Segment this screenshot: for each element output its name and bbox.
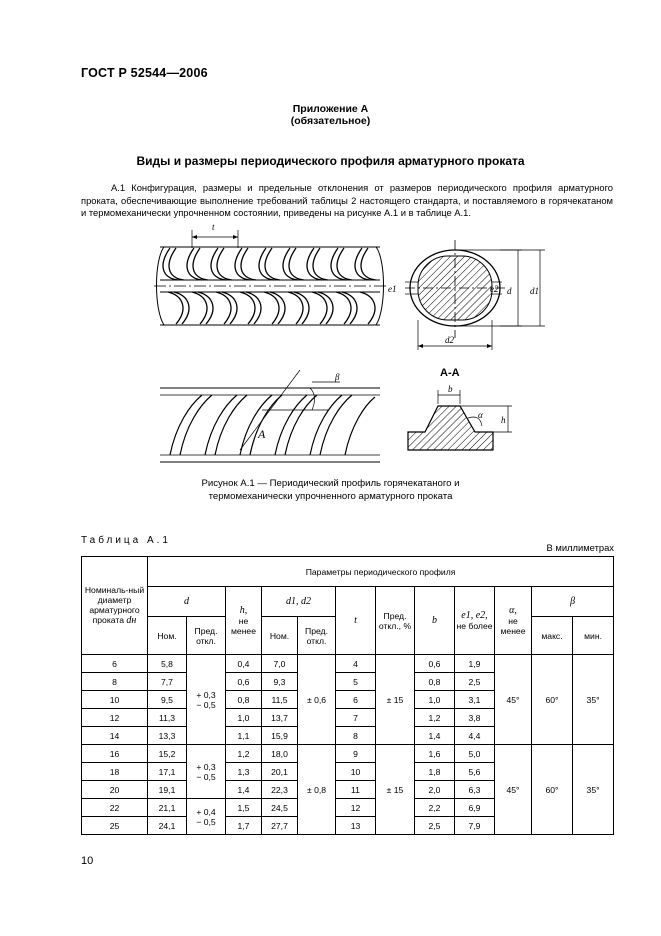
g2-t-tol: ± 15 bbox=[376, 745, 415, 835]
header-b: b bbox=[415, 587, 455, 655]
table-row: 18 17,1 1,3 20,1 10 1,8 5,6 bbox=[82, 763, 614, 781]
page-number: 10 bbox=[81, 855, 94, 867]
table-row: 8 7,7 0,6 9,3 5 0,8 2,5 bbox=[82, 673, 614, 691]
label-d: d bbox=[507, 286, 512, 296]
g2-beta-min: 35° bbox=[573, 745, 614, 835]
table-row: 12 11,3 1,0 13,7 7 1,2 3,8 bbox=[82, 709, 614, 727]
table-row: 6 5,8 + 0,3 − 0,5 0,4 7,0 ± 0,6 4 ± 15 0,6 1,9 45° 60° 35° bbox=[82, 655, 614, 673]
g1-d-tol: + 0,3 − 0,5 bbox=[187, 655, 226, 745]
label-alpha: α bbox=[478, 410, 483, 420]
header-d-nom: Ном. bbox=[148, 617, 187, 655]
g1-beta-max: 60° bbox=[532, 655, 573, 745]
rib-section-aa bbox=[408, 367, 512, 450]
header-t: t bbox=[336, 587, 376, 655]
header-d1-nom: Ном. bbox=[262, 617, 298, 655]
header-h: h, не менее bbox=[226, 587, 262, 655]
label-b: b bbox=[448, 384, 453, 394]
table-row: 14 13,3 1,1 15,9 8 1,4 4,4 bbox=[82, 727, 614, 745]
header-beta-max: макс. bbox=[532, 617, 573, 655]
g2-d1-tol: ± 0,8 bbox=[298, 745, 336, 835]
header-pred-pct: Пред. откл., % bbox=[376, 587, 415, 655]
appendix-title: Приложение А bbox=[292, 103, 369, 115]
body-paragraph-text: А.1 Конфигурация, размеры и предельные отклонения от размеров периодического профиля арматурного проката, обеспечивающие выполнение требований таблицы 2 настоящего стандарта, и поставляемого в горячекатаном и термомеханически упрочненном состоянии, приведены на рисунке А.1 и в таблице А.1. bbox=[81, 182, 613, 218]
header-d1d2: d1, d2 bbox=[262, 587, 336, 617]
rebar-cross-section bbox=[388, 240, 545, 350]
header-params: Параметры периодического профиля bbox=[148, 557, 614, 587]
table-row: 25 24,1 1,7 27,7 13 2,5 7,9 bbox=[82, 817, 614, 835]
appendix-status: (обязательное) bbox=[290, 115, 371, 127]
label-a: A bbox=[258, 427, 266, 441]
header-alpha: α, не менее bbox=[495, 587, 532, 655]
header-d1-pred: Пред. откл. bbox=[298, 617, 336, 655]
rebar-side-view-top bbox=[154, 222, 386, 325]
table-label: Таблица А.1 bbox=[81, 535, 171, 546]
header-e: e1, e2, не более bbox=[455, 587, 495, 655]
document-header: ГОСТ Р 52544—2006 bbox=[81, 66, 208, 80]
profile-dimensions-table bbox=[81, 556, 614, 835]
table-units: В миллиметрах bbox=[546, 542, 614, 553]
rebar-profile-figure bbox=[150, 210, 550, 475]
header-beta: β bbox=[532, 587, 614, 617]
table-row: 20 19,1 1,4 22,3 11 2,0 6,3 bbox=[82, 781, 614, 799]
g1-beta-min: 35° bbox=[573, 655, 614, 745]
figure-caption-line2: термомеханически упрочненного арматурного проката bbox=[208, 491, 453, 502]
g2-beta-max: 60° bbox=[532, 745, 573, 835]
g1-d1-tol: ± 0,6 bbox=[298, 655, 336, 745]
rebar-side-view-bottom bbox=[160, 370, 380, 462]
g1-alpha: 45° bbox=[495, 655, 532, 745]
label-d1: d1 bbox=[530, 286, 539, 296]
header-beta-min: мин. bbox=[573, 617, 614, 655]
label-e1: e1 bbox=[388, 284, 397, 294]
label-d2: d2 bbox=[445, 335, 454, 345]
section-title: Виды и размеры периодического профиля арматурного проката bbox=[136, 154, 525, 168]
g1-t-tol: ± 15 bbox=[376, 655, 415, 745]
label-e2: e2 bbox=[490, 284, 499, 294]
g2-d-tol-b: + 0,4 − 0,5 bbox=[187, 799, 226, 835]
label-section: А-А bbox=[440, 367, 460, 379]
header-nominal: Номиналь-ный диаметр арматурного проката dн bbox=[82, 557, 148, 655]
header-d: d bbox=[148, 587, 226, 617]
g2-alpha: 45° bbox=[495, 745, 532, 835]
g2-d-tol-a: + 0,3 − 0,5 bbox=[187, 745, 226, 799]
table-row: 16 15,2 + 0,3 − 0,5 1,2 18,0 ± 0,8 9 ± 15 1,6 5,0 45° 60° 35° bbox=[82, 745, 614, 763]
table-row: 22 21,1 + 0,4 − 0,5 1,5 24,5 12 2,2 6,9 bbox=[82, 799, 614, 817]
figure-caption-line1: Рисунок А.1 — Периодический профиль горячекатаного и bbox=[201, 478, 460, 489]
header-d-pred: Пред. откл. bbox=[187, 617, 226, 655]
table-row: 10 9,5 0,8 11,5 6 1,0 3,1 bbox=[82, 691, 614, 709]
label-t: t bbox=[212, 222, 215, 232]
label-h: h bbox=[501, 415, 506, 425]
label-beta: β bbox=[335, 372, 340, 382]
